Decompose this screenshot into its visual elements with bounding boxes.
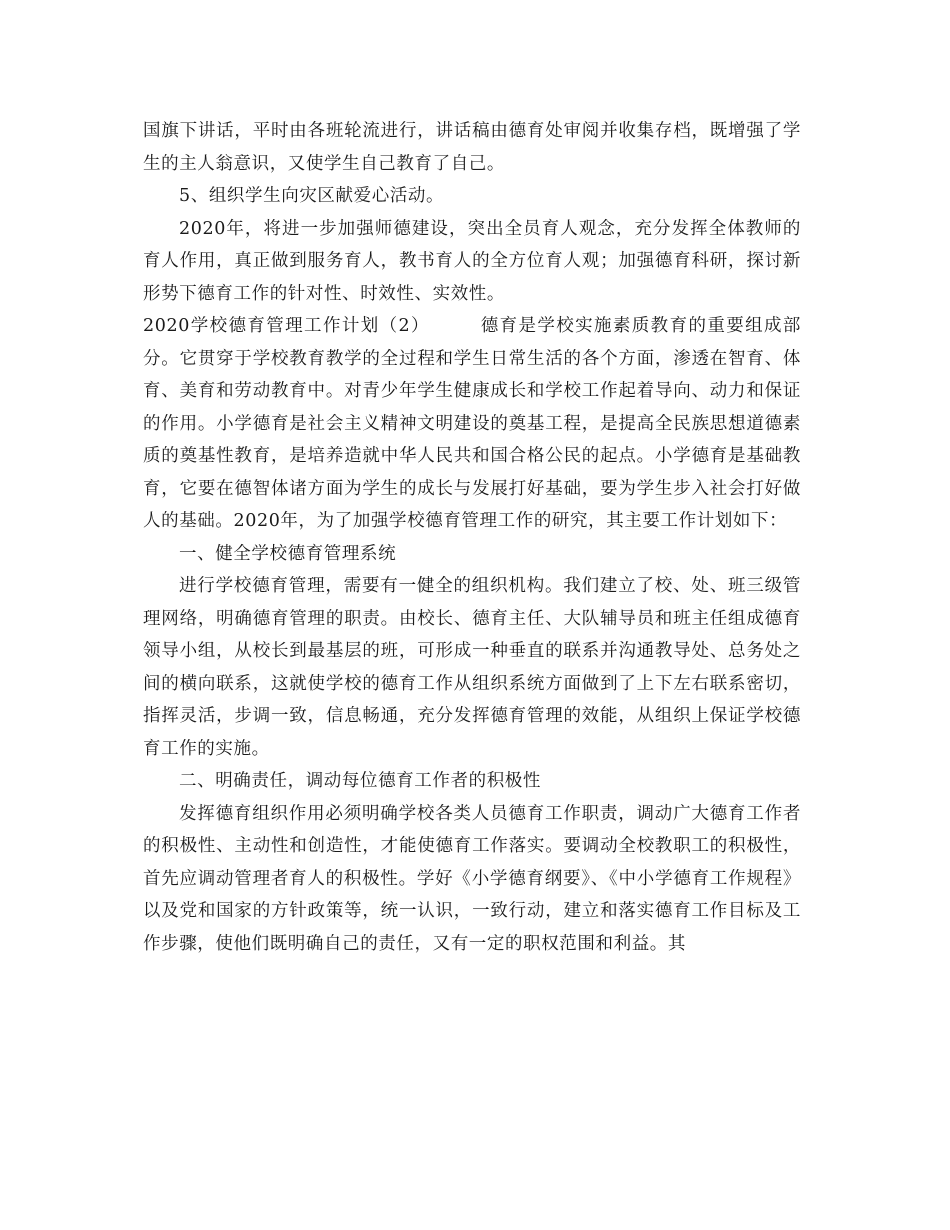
plan-title: 2020学校德育管理工作计划（2） [143, 316, 430, 336]
paragraph-management-system: 进行学校德育管理，需要有一健全的组织机构。我们建立了校、处、班三级管理网络，明确德育管理的职责。由校长、德育主任、大队辅导员和班主任组成德育领导小组，从校长到最基层的班，可形成一种垂直的联系并沟通教导处、总务处之间的横向联系，这就使学校的德育工作从组织系统方面做到了上下左右联系密切，指挥灵活，步调一致，信息畅通，充分发挥德育管理的效能，从组织上保证学校德育工作的实施。 [143, 576, 801, 759]
paragraph-responsibility: 发挥德育组织作用必须明确学校各类人员德育工作职责，调动广大德育工作者的积极性、主动性和创造性，才能使德育工作落实。要调动全校教职工的积极性，首先应调动管理者育人的积极性。学好《小学德育纲要》、《中小学德育工作规程》以及党和国家的方针政策等，统一认识，一致行动，建立和落实德育工作目标及工作步骤，使他们既明确自己的责任，又有一定的职权范围和利益。其 [143, 803, 801, 954]
document-body [143, 115, 801, 960]
paragraph-2020-ethics: 2020年，将进一步加强师德建设，突出全员育人观念，充分发挥全体教师的育人作用，真正做到服务育人，教书育人的全方位育人观；加强德育科研，探讨新形势下德育工作的针对性、时效性、实效性。 [143, 218, 801, 304]
section-heading-2: 二、明确责任，调动每位德育工作者的积极性 [179, 771, 541, 791]
plan-intro-text: 德育是学校实施素质教育的重要组成部分。它贯穿于学校教育教学的全过程和学生日常生活的各个方面，渗透在智育、体育、美育和劳动教育中。对青少年学生健康成长和学校工作起着导向、动力和保证的作用。小学德育是社会主义精神文明建设的奠基工程，是提高全民族思想道德素质的奠基性教育，是培养造就中华人民共和国合格公民的起点。小学德育是基础教育，它要在德智体诸方面为学生的成长与发展打好基础，要为学生步入社会打好做人的基础。2020年，为了加强学校德育管理工作的研究，其主要工作计划如下： [143, 316, 801, 531]
paragraph-speech-archive: 国旗下讲话，平时由各班轮流进行，讲话稿由德育处审阅并收集存档，既增强了学生的主人翁意识，又使学生自己教育了自己。 [143, 121, 801, 174]
section-heading-1: 一、健全学校德育管理系统 [179, 543, 397, 564]
paragraph-plan-intro [143, 310, 801, 538]
paragraph-disaster-relief: 5、组织学生向灾区献爱心活动。 [179, 186, 445, 206]
